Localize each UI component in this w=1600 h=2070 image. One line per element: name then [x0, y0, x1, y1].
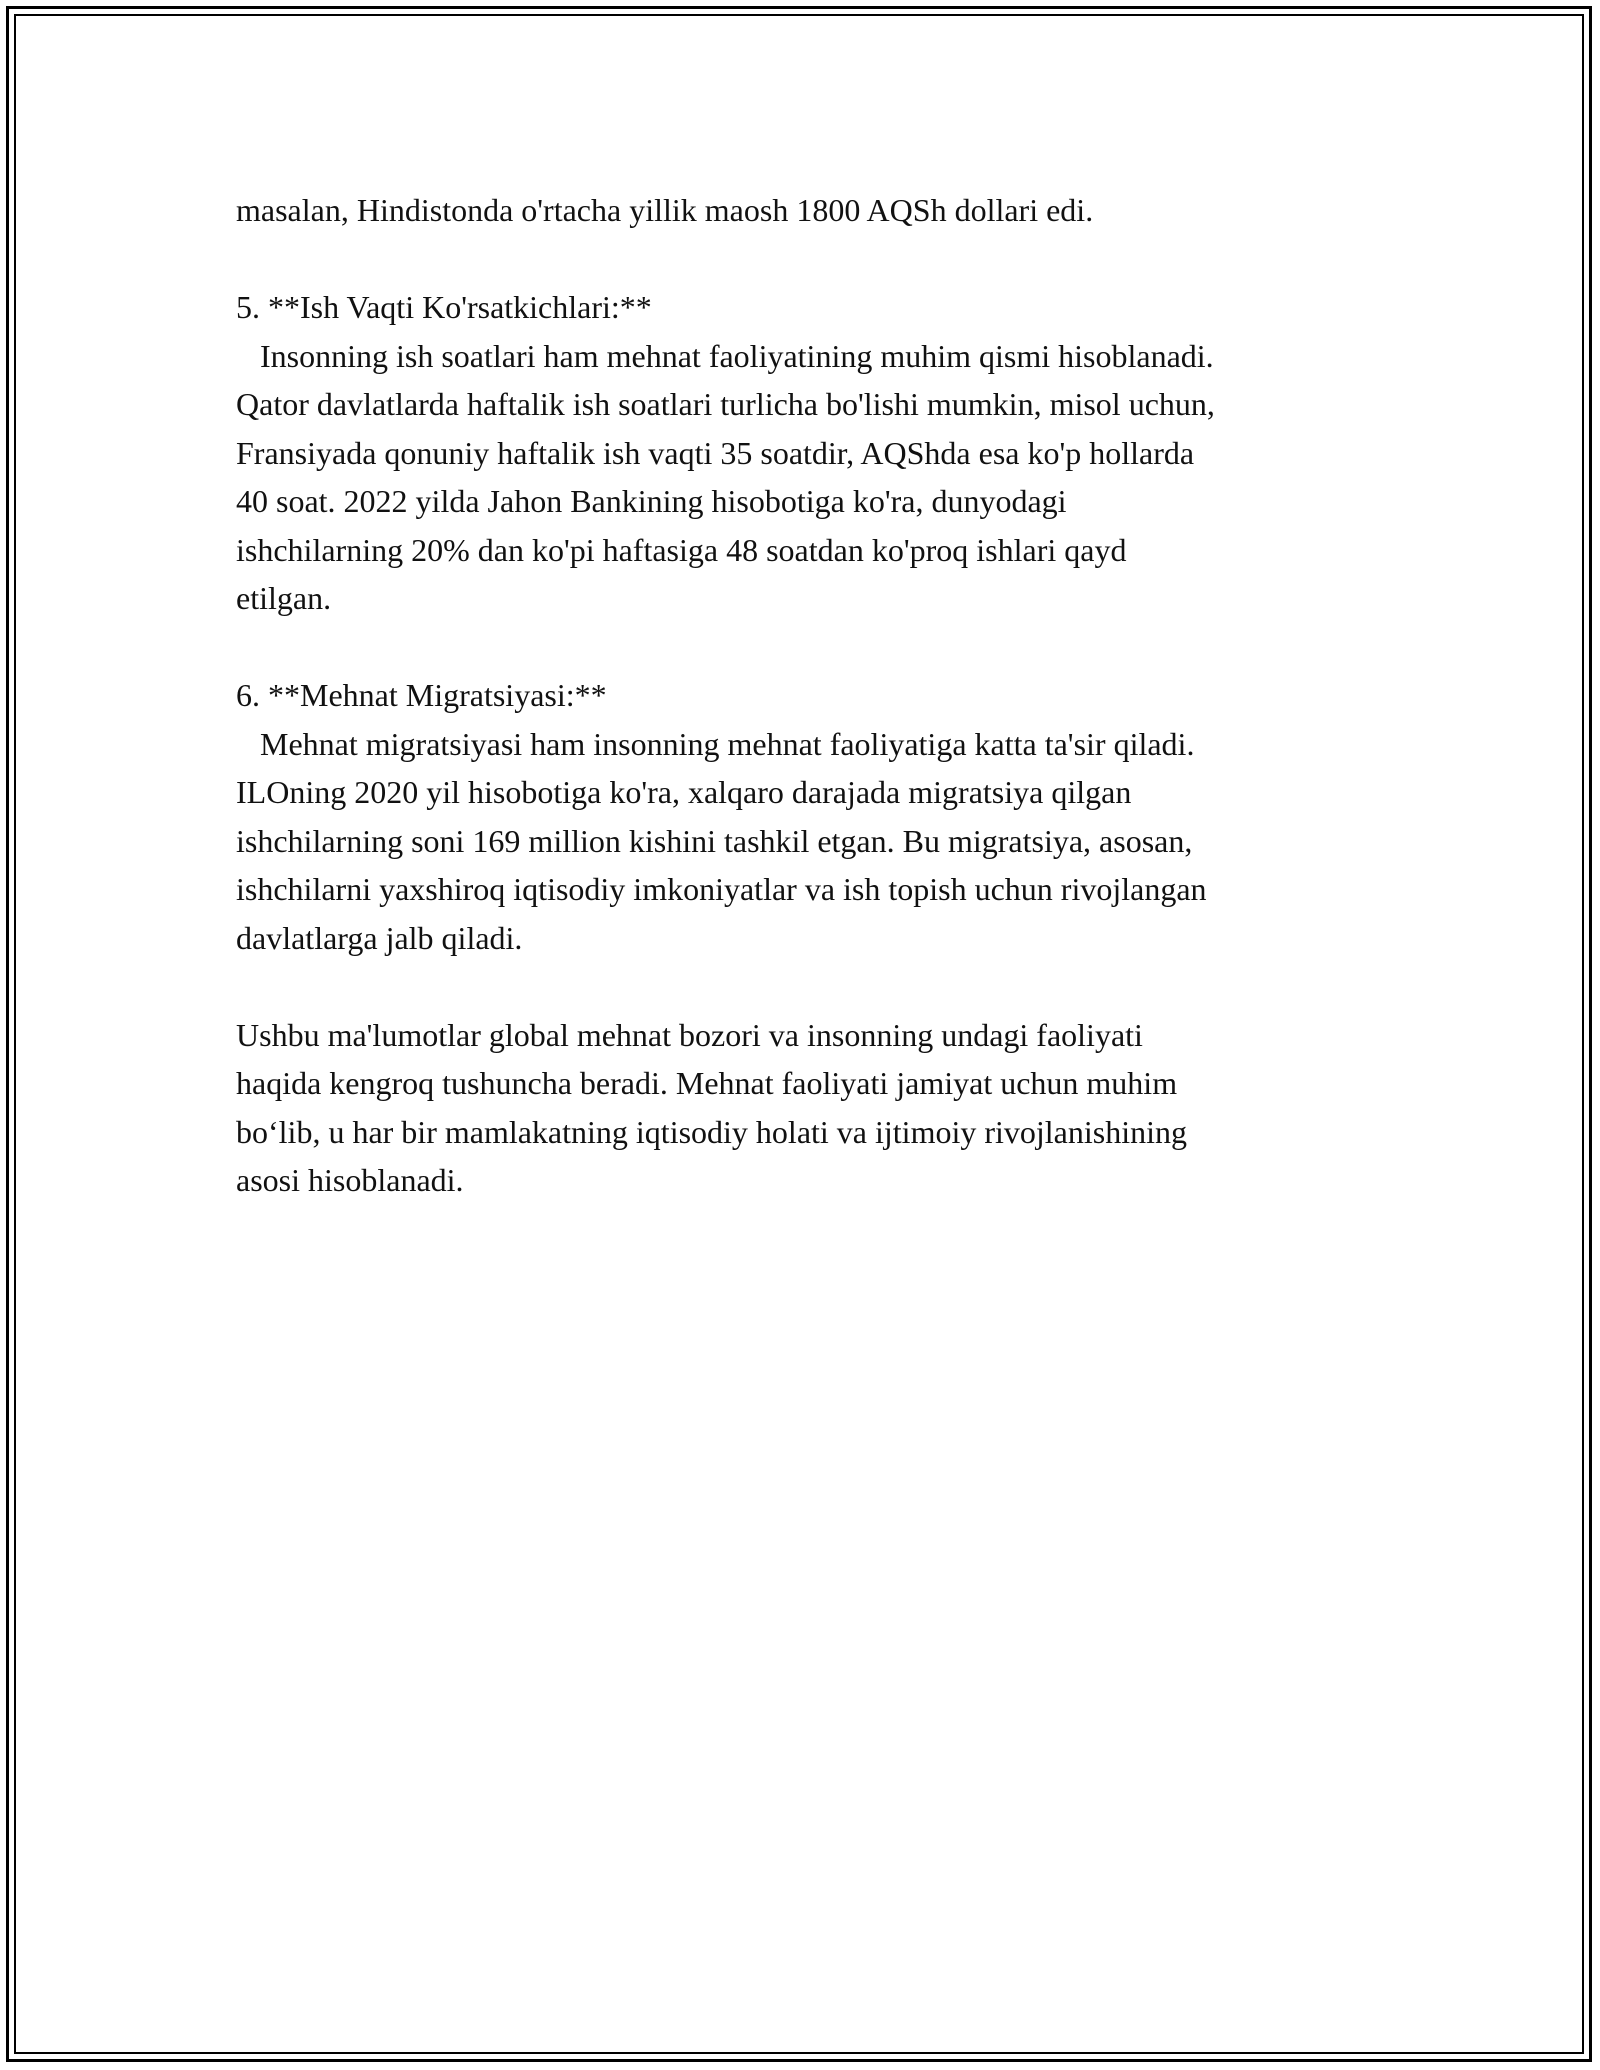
paragraph-spacer: [236, 235, 1356, 284]
intro-continuation: masalan, Hindistonda o'rtacha yillik maosh 1800 AQSh dollari edi.: [236, 192, 1094, 228]
section-6-body: Mehnat migratsiyasi ham insonning mehnat faoliyatiga katta ta'sir qiladi. ILOning 2020 yil hisobotiga ko'ra, xalqaro darajada migratsiya qilgan ishchilarning soni 169 million kishini tashkil etgan. Bu migratsiya, asosan, ishchilarni yaxshiroq iqtisodiy imkoniyatlar va ish topish uchun rivojlangan davlatlarga jalb qiladi.: [236, 725, 1207, 956]
document-body: [236, 186, 1356, 1205]
section-6-heading: 6. **Mehnat Migratsiyasi:**: [236, 677, 607, 713]
section-5-body: Insonning ish soatlari ham mehnat faoliyatining muhim qismi hisoblanadi. Qator davlatlarda haftalik ish soatlari turlicha bo'lishi mumkin, misol uchun, Fransiyada qonuniy haftalik ish vaqti 35 soatdir, AQShda esa ko'p hollarda 40 soat. 2022 yilda Jahon Bankining hisobotiga ko'ra, dunyodagi ishchilarning 20% dan ko'pi haftasiga 48 soatdan ko'proq ishlari qayd etilgan.: [236, 337, 1215, 616]
paragraph-spacer: [236, 962, 1356, 1011]
paragraph-spacer: [236, 623, 1356, 672]
conclusion-paragraph: Ushbu ma'lumotlar global mehnat bozori va insonning undagi faoliyati haqida kengroq tushuncha beradi. Mehnat faoliyati jamiyat uchun muhim bo‘lib, u har bir mamlakatning iqtisodiy holati va ijtimoiy rivojlanishining asosi hisoblanadi.: [236, 1016, 1187, 1198]
section-5-heading: 5. **Ish Vaqti Ko'rsatkichlari:**: [236, 289, 652, 325]
